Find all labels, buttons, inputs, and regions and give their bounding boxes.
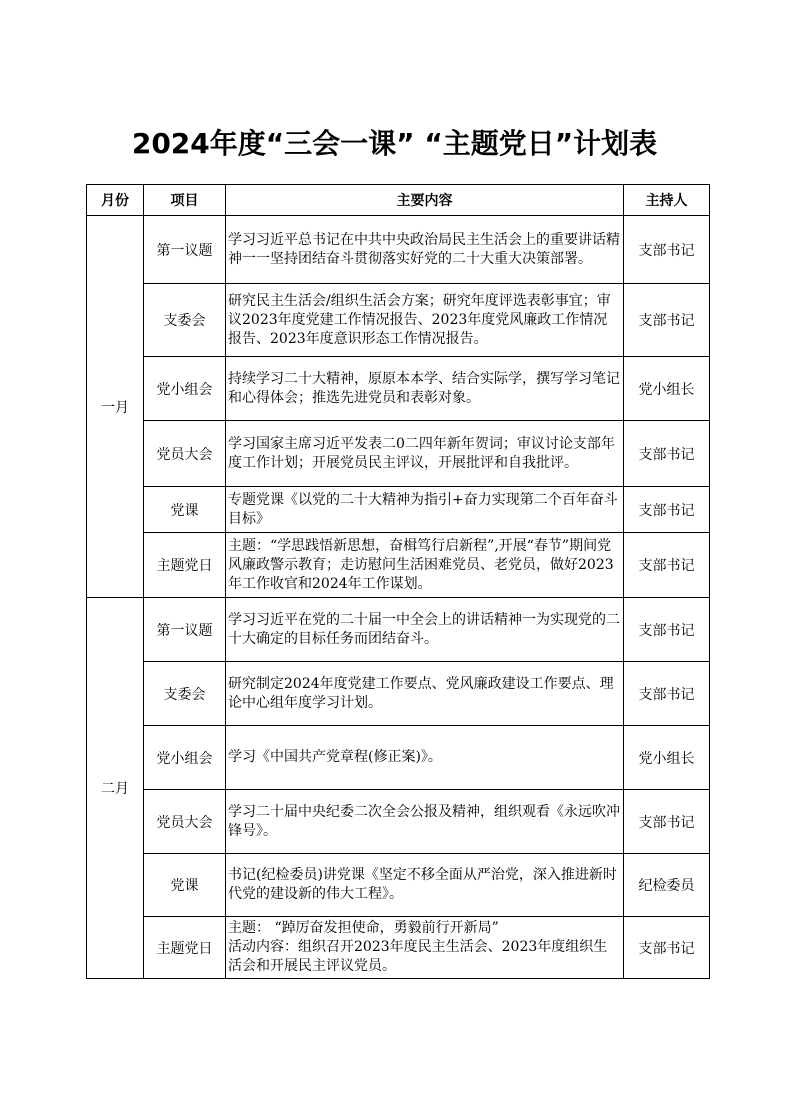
content-cell: 主题：“学思践悟新思想，奋楫笃行启新程”,开展“春节”期间党风廉政警示教育；走访慰问生活困难党员、老党员，做好2023年工作收官和2024年工作谋划。 [226, 533, 624, 598]
content-cell: 学习《中国共产党章程(修正案)》。 [226, 726, 624, 790]
host-cell: 纪检委员 [624, 854, 710, 917]
item-cell: 党课 [144, 487, 226, 533]
item-cell: 第一议题 [144, 216, 226, 284]
page-title: 2024年度“三会一课” “主题党日”计划表 [131, 127, 658, 160]
table-row [87, 421, 710, 487]
host-cell: 支部书记 [624, 487, 710, 533]
table-row [87, 284, 710, 357]
header-host: 主持人 [624, 185, 710, 216]
host-cell: 支部书记 [624, 216, 710, 284]
host-cell: 支部书记 [624, 790, 710, 854]
host-cell: 党小组长 [624, 726, 710, 790]
table-row [87, 726, 710, 790]
host-cell: 支部书记 [624, 284, 710, 357]
content-cell: 研究民主生活会/组织生活会方案；研究年度评选表彰事宜；审议2023年度党建工作情况报告、2023年度党风廉政工作情况报告、2023年度意识形态工作情况报告。 [226, 284, 624, 357]
content-cell: 持续学习二十大精神，原原本本学、结合实际学，撰写学习笔记和心得体会；推选先进党员和表彰对象。 [226, 357, 624, 421]
item-cell: 支委会 [144, 284, 226, 357]
content-cell: 学习国家主席习近平发表二0二四年新年贺词；审议讨论支部年度工作计划；开展党员民主评议，开展批评和自我批评。 [226, 421, 624, 487]
host-cell: 党小组长 [624, 357, 710, 421]
table-row [87, 854, 710, 917]
host-cell: 支部书记 [624, 421, 710, 487]
table-row [87, 533, 710, 598]
month-cell-february: 二月 [87, 598, 144, 979]
table-row [87, 357, 710, 421]
table-row [87, 216, 710, 284]
header-month: 月份 [87, 185, 144, 216]
host-cell: 支部书记 [624, 598, 710, 662]
item-cell: 党员大会 [144, 790, 226, 854]
table-row [87, 487, 710, 533]
content-cell: 学习习近平在党的二十届一中全会上的讲话精神一为实现党的二十大确定的目标任务而团结奋斗。 [226, 598, 624, 662]
item-cell: 主题党日 [144, 533, 226, 598]
item-cell: 主题党日 [144, 917, 226, 979]
theme-line: 主题： “踔厉奋发担使命，勇毅前行开新局” [228, 920, 499, 936]
host-cell: 支部书记 [624, 662, 710, 726]
month-cell-january: 一月 [87, 216, 144, 598]
header-content: 主要内容 [226, 185, 624, 216]
table-row [87, 917, 710, 979]
plan-table [86, 184, 710, 979]
content-cell: 学习习近平总书记在中共中央政治局民主生活会上的重要讲话精神一一坚持团结奋斗贯彻落实好党的二十大重大决策部署。 [226, 216, 624, 284]
item-cell: 第一议题 [144, 598, 226, 662]
activity-line: 活动内容：组织召开2023年度民主生活会、2023年度组织生活会和开展民主评议党员。 [228, 939, 608, 974]
item-cell: 党员大会 [144, 421, 226, 487]
table-header-row [87, 185, 710, 216]
content-cell: 学习二十届中央纪委二次全会公报及精神，组织观看《永远吹冲锋号》。 [226, 790, 624, 854]
item-cell: 支委会 [144, 662, 226, 726]
content-cell: 专题党课《以党的二十大精神为指引+奋力实现第二个百年奋斗目标》 [226, 487, 624, 533]
table-row [87, 662, 710, 726]
item-cell: 党小组会 [144, 357, 226, 421]
item-cell: 党课 [144, 854, 226, 917]
table-row [87, 598, 710, 662]
table-row [87, 790, 710, 854]
content-cell: 书记(纪检委员)讲党课《坚定不移全面从严治党，深入推进新时代党的建设新的伟大工程》。 [226, 854, 624, 917]
host-cell: 支部书记 [624, 533, 710, 598]
host-cell: 支部书记 [624, 917, 710, 979]
header-item: 项目 [144, 185, 226, 216]
item-cell: 党小组会 [144, 726, 226, 790]
content-cell: 研究制定2024年度党建工作要点、党风廉政建设工作要点、理论中心组年度学习计划。 [226, 662, 624, 726]
content-cell [226, 917, 624, 979]
